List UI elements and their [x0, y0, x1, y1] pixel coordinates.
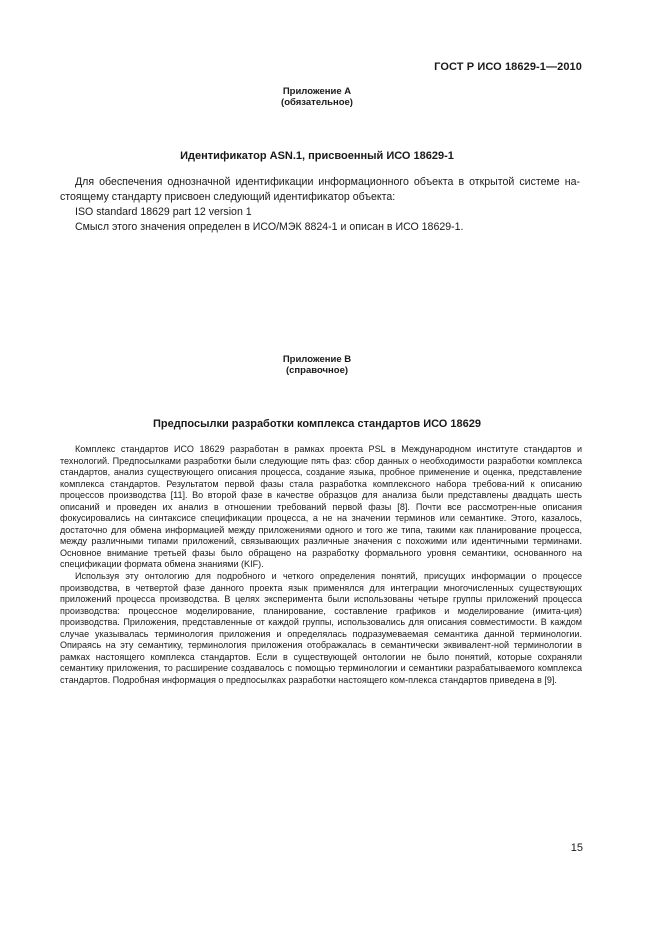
standard-code: ГОСТ Р ИСО 18629-1—2010: [434, 61, 582, 73]
annex-b-body: [60, 444, 582, 686]
annex-b-block: [0, 354, 634, 376]
annex-a-body: [60, 175, 580, 235]
annex-a-status: (обязательное): [281, 97, 353, 108]
annex-b-paragraph: Комплекс стандартов ИСО 18629 разработан в рамках проекта PSL в Международном институте стандартов и технологий. Предпосылками разработки были следующие пять фаз: сбор данных о необходимости разработки комплекса стандартов, анализ существующего описания процесса, создание языка, пробное применение и оценка, представление комплекса стандартов. Результатом первой фазы стала разработка комплексного набора требова-ний к описанию процессов производства [11]. Во второй фазе в качестве образцов для анализа были представлены двадцать шесть описаний и проведен их анализ в отношении требований первой фазы [8]. Почти все рассмотрен-ные описания фокусировались на синтаксисе спецификации процесса, а не на значении терминов или семантике. Этого, казалось, достаточно для обмена информацией между приложениями одного и того же типа, такими как планирование процесса, между различными типами приложений, связывающих различные значения с похожими или идентичными терминами. Основное внимание третьей фазы было обращено на разработку формального уровня семантики, основанного на спецификации формата обмена знаниями (KIF).: [60, 444, 582, 570]
annex-a-paragraph: Для обеспечения однозначной идентификации информационного объекта в открытой системе на-стоящему стандарту присвоен следующий идентификатор объекта:: [60, 176, 580, 203]
annex-b-paragraph: Используя эту онтологию для подробного и четкого определения понятий, присущих информации о процессе производства, в четвертой фазе данного проекта язык применялся для интеграции многочисленных существующих приложений процесса производства. В целях эксперимента были использованы четыре группы приложений процесса производства: процессное моделирование, планирование, составление графиков и моделирование (имита-ция) производства. Приложения, представленные от каждой группы, использовались для описания совместимости. В каждом случае указывалась терминология приложения и определялась подразумеваемая семантика данной терминологии. Опираясь на эту семантику, терминология приложения отображалась в семантически эквивалент-ной терминологии в рамках настоящего комплекса стандартов. Если в существующей онтологии не было понятий, которые сохраняли семантику приложения, то расширение создавалось с помощью терминологии и семантики разрабатываемого комплекса стандартов. Подробная информация о предпосылках разработки настоящего ком-плекса стандартов приведена в [9].: [60, 571, 582, 685]
annex-a-paragraph: Смысл этого значения определен в ИСО/МЭК 8824-1 и описан в ИСО 18629-1.: [75, 221, 464, 233]
annex-a-heading: Идентификатор ASN.1, присвоенный ИСО 18629-1: [180, 150, 454, 162]
annex-b-title: Приложение В: [282, 354, 352, 365]
annex-a-block: [0, 86, 634, 108]
annex-a-title: Приложение А: [282, 86, 352, 97]
page-number: 15: [570, 842, 583, 854]
annex-b-heading: Предпосылки разработки комплекса стандартов ИСО 18629: [153, 418, 481, 430]
annex-b-status: (справочное): [285, 365, 349, 376]
annex-a-object-id: ISO standard 18629 part 12 version 1: [75, 206, 252, 218]
